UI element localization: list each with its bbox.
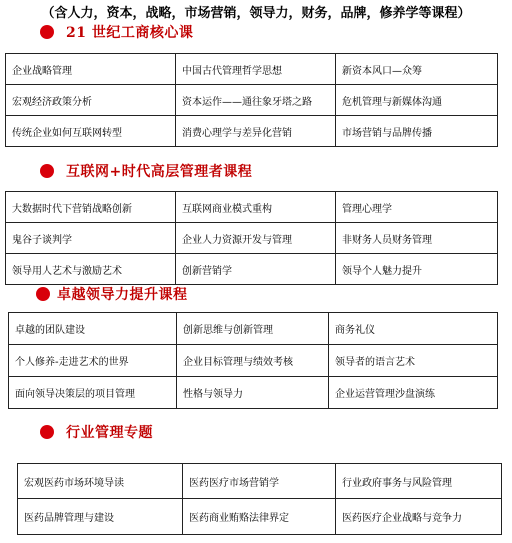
section-title: 21 世纪工商核心课 bbox=[66, 25, 194, 41]
table-cell: 行业政府事务与风险管理 bbox=[336, 464, 502, 499]
table-cell: 创新思维与创新管理 bbox=[177, 313, 329, 345]
table-cell: 企业目标管理与绩效考核 bbox=[177, 345, 329, 377]
table-cell: 商务礼仪 bbox=[329, 313, 498, 345]
red-bullet-icon bbox=[36, 287, 50, 301]
table-cell: 危机管理与新媒体沟通 bbox=[336, 85, 498, 116]
red-bullet-icon bbox=[40, 425, 54, 439]
section-header bbox=[40, 161, 252, 181]
table-cell: 宏观医药市场环境导读 bbox=[18, 464, 183, 499]
table-cell: 企业运营管理沙盘演练 bbox=[329, 377, 498, 409]
section-title: 行业管理专题 bbox=[66, 425, 153, 441]
table-cell: 医药品牌管理与建设 bbox=[18, 499, 183, 535]
section-header bbox=[40, 22, 193, 42]
course-table bbox=[17, 463, 502, 535]
table-cell: 资本运作——通往象牙塔之路 bbox=[176, 85, 336, 116]
table-cell: 管理心理学 bbox=[336, 192, 498, 223]
table-cell: 企业战略管理 bbox=[6, 54, 176, 85]
table-cell: 宏观经济政策分析 bbox=[6, 85, 176, 116]
table-row bbox=[9, 345, 498, 377]
table-cell: 性格与领导力 bbox=[177, 377, 329, 409]
table-row bbox=[6, 85, 498, 116]
table-cell: 传统企业如何互联网转型 bbox=[6, 116, 176, 147]
table-cell: 消费心理学与差异化营销 bbox=[176, 116, 336, 147]
table-cell: 创新营销学 bbox=[176, 254, 336, 285]
table-row bbox=[9, 313, 498, 345]
table-cell: 非财务人员财务管理 bbox=[336, 223, 498, 254]
section-title: 互联网+时代高层管理者课程 bbox=[66, 164, 253, 180]
section-header bbox=[40, 422, 153, 442]
section-header bbox=[36, 284, 188, 304]
table-cell: 卓越的团队建设 bbox=[9, 313, 177, 345]
course-table bbox=[5, 53, 498, 147]
red-bullet-icon bbox=[40, 164, 54, 178]
section-title: 卓越领导力提升课程 bbox=[57, 287, 188, 303]
table-cell: 领导个人魅力提升 bbox=[336, 254, 498, 285]
course-table bbox=[8, 312, 498, 409]
page-subtitle: （含人力，资本，战略，市场营销，领导力，财务，品牌，修养学等课程） bbox=[41, 6, 471, 21]
table-cell: 医药商业贿赂法律界定 bbox=[183, 499, 336, 535]
table-row bbox=[6, 54, 498, 85]
table-row bbox=[6, 223, 498, 254]
red-bullet-icon bbox=[40, 25, 54, 39]
table-cell: 个人修养-走进艺术的世界 bbox=[9, 345, 177, 377]
table-cell: 医药医疗企业战略与竞争力 bbox=[336, 499, 502, 535]
table-cell: 领导者的语言艺术 bbox=[329, 345, 498, 377]
table-row bbox=[6, 254, 498, 285]
table-row bbox=[6, 192, 498, 223]
table-row bbox=[6, 116, 498, 147]
table-row bbox=[18, 499, 502, 535]
table-cell: 互联网商业模式重构 bbox=[176, 192, 336, 223]
table-cell: 面向领导决策层的项目管理 bbox=[9, 377, 177, 409]
table-cell: 大数据时代下营销战略创新 bbox=[6, 192, 176, 223]
course-table bbox=[5, 191, 498, 285]
table-cell: 企业人力资源开发与管理 bbox=[176, 223, 336, 254]
table-cell: 鬼谷子谈判学 bbox=[6, 223, 176, 254]
table-cell: 领导用人艺术与激励艺术 bbox=[6, 254, 176, 285]
table-cell: 中国古代管理哲学思想 bbox=[176, 54, 336, 85]
table-cell: 医药医疗市场营销学 bbox=[183, 464, 336, 499]
table-row bbox=[18, 464, 502, 499]
table-cell: 市场营销与品牌传播 bbox=[336, 116, 498, 147]
table-cell: 新资本风口—众筹 bbox=[336, 54, 498, 85]
table-row bbox=[9, 377, 498, 409]
